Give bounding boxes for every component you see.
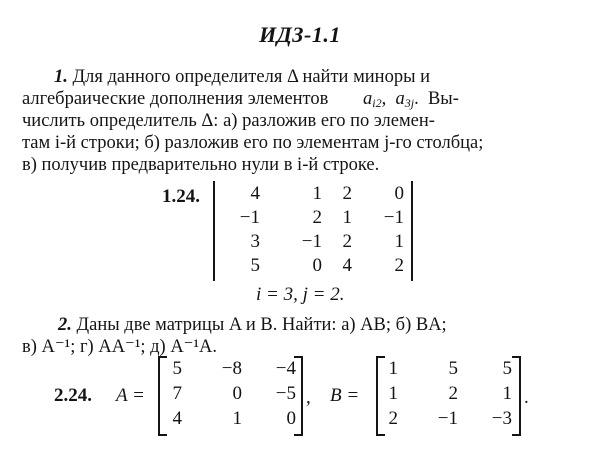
det-cell: 4 bbox=[250, 183, 260, 204]
problem2-text-2: в) A⁻¹; г) AA⁻¹; д) A⁻¹A. bbox=[22, 337, 217, 357]
problem1-elements: $a_{i2}$, $a_{3j}$. Вы- bbox=[363, 89, 459, 110]
matrix-a-cell: −5 bbox=[275, 383, 296, 404]
problem1-text-1: Для данного определителя Δ найти миноры и bbox=[72, 67, 431, 87]
problem1-line5 bbox=[22, 154, 379, 176]
problem1-text-2: алгебраические дополнения элементов bbox=[22, 89, 329, 109]
matrix-a-cell: 7 bbox=[172, 383, 182, 404]
matrix-a-cell: 0 bbox=[286, 408, 296, 429]
det-cell: 3 bbox=[250, 231, 260, 252]
matrix-a-cell: 0 bbox=[232, 383, 242, 404]
problem1-text-5: в) получив предварительно нули в i-й строке. bbox=[22, 155, 380, 175]
problem2-line1 bbox=[58, 314, 447, 336]
problem2-label: 2.24. bbox=[54, 385, 92, 406]
det-left-bar bbox=[213, 181, 215, 281]
det-right-bar bbox=[411, 181, 413, 281]
det-cell: 2 bbox=[342, 231, 352, 252]
matrix-b-cell: 5 bbox=[502, 358, 512, 379]
matrix-b-right-bracket bbox=[512, 356, 521, 436]
matrix-b-period: . bbox=[524, 387, 529, 408]
problem1-label: 1.24. bbox=[162, 186, 200, 207]
problem1-params: i = 3, j = 2. bbox=[256, 284, 345, 305]
problem1-text-3: числить определитель Δ: а) разложив его по элемен- bbox=[22, 111, 435, 131]
det-cell: 4 bbox=[342, 255, 352, 276]
problem1-line1 bbox=[54, 66, 430, 88]
matrix-a-cell: 5 bbox=[172, 358, 182, 379]
det-cell: −1 bbox=[239, 207, 260, 228]
matrix-a-cell: 1 bbox=[232, 408, 242, 429]
matrix-b-label: B = bbox=[330, 385, 360, 406]
matrix-b-cell: 2 bbox=[388, 408, 398, 429]
matrix-b-cell: 1 bbox=[388, 383, 398, 404]
matrix-a-comma: , bbox=[306, 387, 311, 408]
matrix-b-cell: 1 bbox=[388, 358, 398, 379]
matrix-a-cell: 4 bbox=[172, 408, 182, 429]
problem1-line4 bbox=[22, 132, 483, 154]
matrix-b-cell: 5 bbox=[448, 358, 458, 379]
det-cell: −1 bbox=[301, 231, 322, 252]
problem1-line3 bbox=[22, 110, 435, 132]
matrix-b-cell: −3 bbox=[491, 408, 512, 429]
matrix-b-cell: 2 bbox=[448, 383, 458, 404]
det-cell: 2 bbox=[342, 183, 352, 204]
matrix-b-cell: 1 bbox=[502, 383, 512, 404]
det-cell: 5 bbox=[250, 255, 260, 276]
problem1-number: 1. bbox=[54, 67, 68, 87]
matrix-a-cell: −8 bbox=[221, 358, 242, 379]
det-cell: 1 bbox=[312, 183, 322, 204]
problem2-line2 bbox=[22, 336, 217, 358]
det-cell: 1 bbox=[394, 231, 404, 252]
matrix-b-cell: −1 bbox=[437, 408, 458, 429]
det-cell: 0 bbox=[312, 255, 322, 276]
det-cell: 2 bbox=[394, 255, 404, 276]
det-cell: 0 bbox=[394, 183, 404, 204]
det-cell: 2 bbox=[312, 207, 322, 228]
problem2-text-1: Даны две матрицы A и B. Найти: а) AB; б) BA; bbox=[76, 315, 447, 335]
det-cell: −1 bbox=[383, 207, 404, 228]
matrix-a-cell: −4 bbox=[275, 358, 296, 379]
problem1-text-4: там i-й строки; б) разложив его по элементам j-го столбца; bbox=[22, 133, 484, 153]
page-title: ИДЗ-1.1 bbox=[259, 22, 341, 47]
problem2-number: 2. bbox=[58, 315, 72, 335]
matrix-a-label: A = bbox=[116, 385, 145, 406]
det-cell: 1 bbox=[342, 207, 352, 228]
